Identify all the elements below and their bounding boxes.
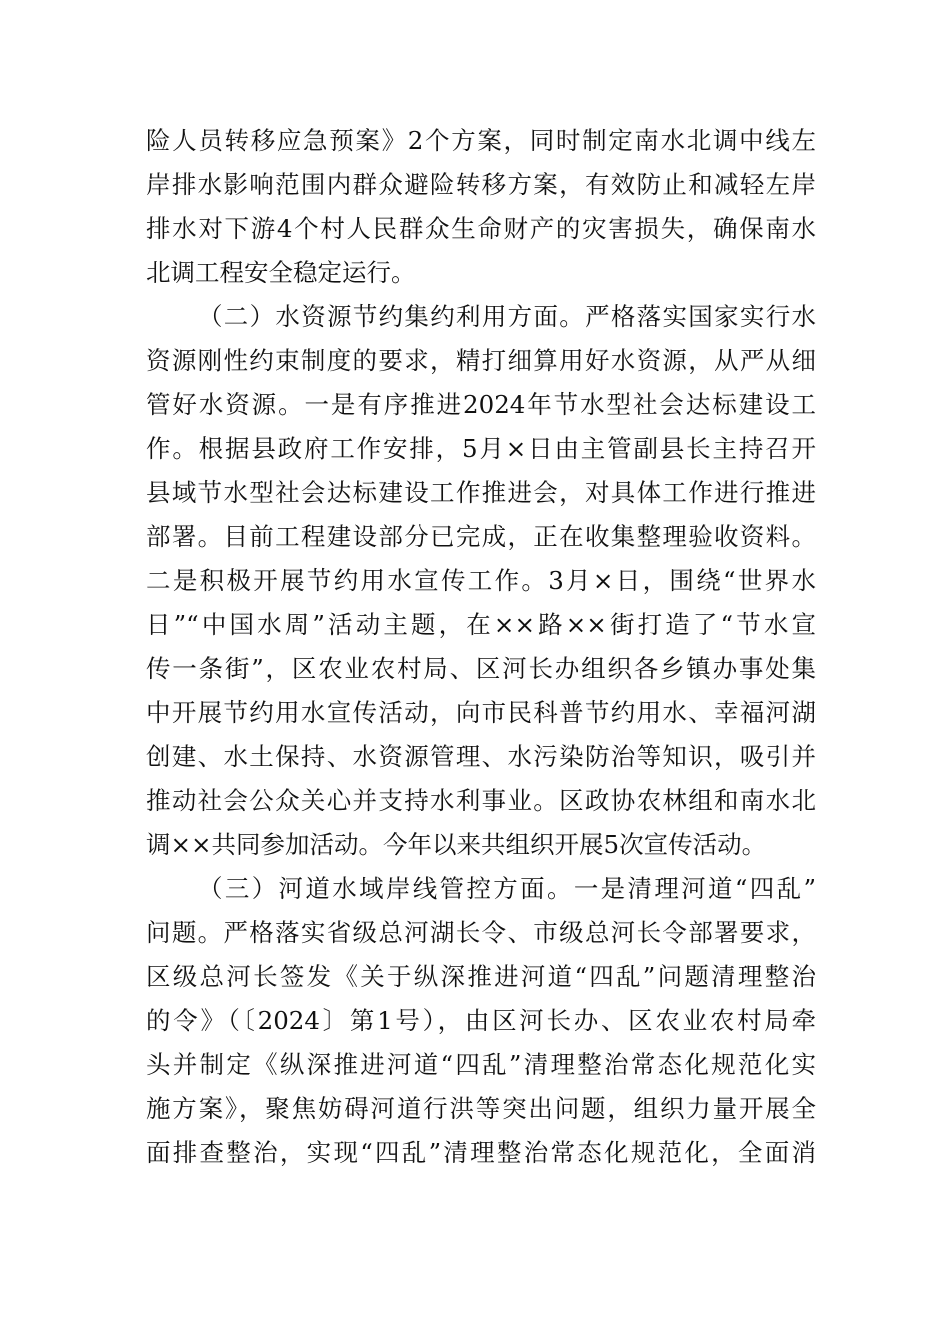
text-line: 资源刚性约束制度的要求，精打细算用好水资源，从严从细 — [146, 346, 816, 375]
text-line: 县域节水型社会达标建设工作推进会，对具体工作进行推进 — [146, 478, 816, 507]
text-line: 部署。目前工程建设部分已完成，正在收集整理验收资料。 — [146, 522, 816, 551]
text-line: 创建、水土保持、水资源管理、水污染防治等知识，吸引并 — [146, 742, 816, 771]
text-line: 的令》（〔2024〕第1号），由区河长办、区农业农村局牵 — [146, 1006, 816, 1035]
text-line: 中开展节约用水宣传活动，向市民科普节约用水、幸福河湖 — [146, 698, 816, 727]
text-line: 北调工程安全稳定运行。 — [146, 258, 416, 287]
text-line: 排水对下游4个村人民群众生命财产的灾害损失，确保南水 — [146, 214, 816, 243]
text-line: 头并制定《纵深推进河道“四乱”清理整治常态化规范化实 — [146, 1050, 816, 1079]
text-line: 作。根据县政府工作安排，5月×日由主管副县长主持召开 — [146, 434, 816, 463]
text-line: 险人员转移应急预案》2个方案，同时制定南水北调中线左 — [146, 126, 816, 155]
section-heading-line: （二）水资源节约集约利用方面。严格落实国家实行水 — [198, 302, 816, 331]
document-body — [146, 119, 816, 1175]
text-line: 日”“中国水周”活动主题，在××路××街打造了“节水宣 — [146, 610, 816, 639]
text-line: 二是积极开展节约用水宣传工作。3月×日，围绕“世界水 — [146, 566, 816, 595]
text-line: 区级总河长签发《关于纵深推进河道“四乱”问题清理整治 — [146, 962, 816, 991]
section-heading-line: （三）河道水域岸线管控方面。一是清理河道“四乱” — [198, 874, 816, 903]
text-line: 问题。严格落实省级总河湖长令、市级总河长令部署要求， — [146, 918, 816, 947]
text-line: 调××共同参加活动。今年以来共组织开展5次宣传活动。 — [146, 830, 767, 859]
text-line: 推动社会公众关心并支持水利事业。区政协农林组和南水北 — [146, 786, 816, 815]
text-line: 岸排水影响范围内群众避险转移方案，有效防止和减轻左岸 — [146, 170, 816, 199]
text-line: 传一条街”，区农业农村局、区河长办组织各乡镇办事处集 — [146, 654, 816, 683]
text-line: 管好水资源。一是有序推进2024年节水型社会达标建设工 — [146, 390, 816, 419]
text-line: 施方案》，聚焦妨碍河道行洪等突出问题，组织力量开展全 — [146, 1094, 816, 1123]
text-line: 面排查整治，实现“四乱”清理整治常态化规范化，全面消 — [146, 1138, 816, 1167]
